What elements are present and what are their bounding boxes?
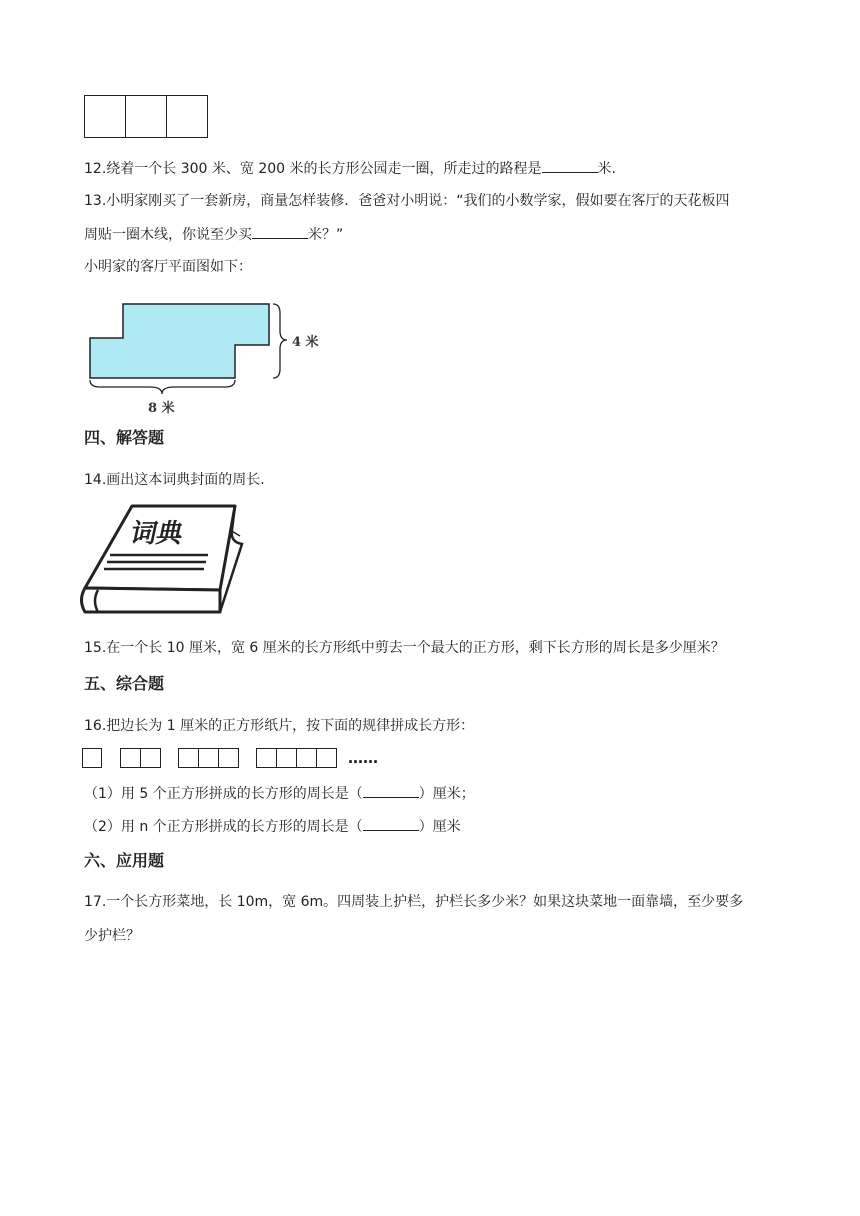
q12-text: 12.绕着一个长 300 米、宽 200 米的长方形公园走一圈，所走过的路程是 [84,161,542,177]
q16-sub2-suffix: ）厘米 [418,819,461,835]
q16-sub1-blank[interactable] [363,783,419,798]
section-4-heading: 四、解答题 [84,428,165,447]
pattern-ellipsis: …… [348,749,378,767]
height-label: 4 米 [292,335,319,350]
q16-sub2-text: （2）用 n 个正方形拼成的长方形的周长是（ [84,819,363,835]
dictionary-title: 词典 [127,519,186,549]
section-5-heading: 五、综合题 [84,674,165,693]
dictionary-spine [82,588,221,612]
question-15: 15.在一个长 10 厘米，宽 6 厘米的长方形纸中剪去一个最大的正方形，剩下长方形的周长是多少厘米？ [84,640,725,656]
height-brace [273,304,287,378]
width-label: 8 米 [148,401,175,416]
section-6-heading: 六、应用题 [84,851,165,870]
question-17-line1: 17.一个长方形菜地，长 10m，宽 6m。四周装上护栏，护栏长多少米？如果这块菜地一面靠墙，至少要多 [84,894,744,910]
question-17-line2: 少护栏？ [84,928,140,944]
q16-sub2-blank[interactable] [363,816,419,831]
square-pattern [82,748,402,770]
question-13-line2 [84,224,343,245]
q13-blank[interactable] [252,224,308,239]
question-13-line3: 小明家的客厅平面图如下： [84,259,252,275]
q12-blank[interactable] [542,158,598,173]
top-grid [84,95,208,138]
question-13-line1: 13.小明家刚买了一套新房，商量怎样装修．爸爸对小明说：“我们的小数学家，假如要在客厅的天花板四 [84,193,730,209]
floor-plan-figure [80,295,340,420]
question-16: 16.把边长为 1 厘米的正方形纸片，按下面的规律拼成长方形： [84,718,475,734]
q13-suffix: 米？” [308,227,344,243]
q12-suffix: 米. [597,161,616,177]
question-16-sub1 [84,783,475,804]
question-14: 14.画出这本词典封面的周长. [84,472,265,488]
dictionary-figure [80,500,250,630]
question-16-sub2 [84,816,461,837]
q13-text: 周贴一圈木线，你说至少买 [84,227,252,243]
floor-plan-shape [90,304,269,378]
q16-sub1-text: （1）用 5 个正方形拼成的长方形的周长是（ [84,786,363,802]
q16-sub1-suffix: ）厘米； [418,786,475,802]
width-brace [90,380,235,394]
question-12 [84,158,616,179]
